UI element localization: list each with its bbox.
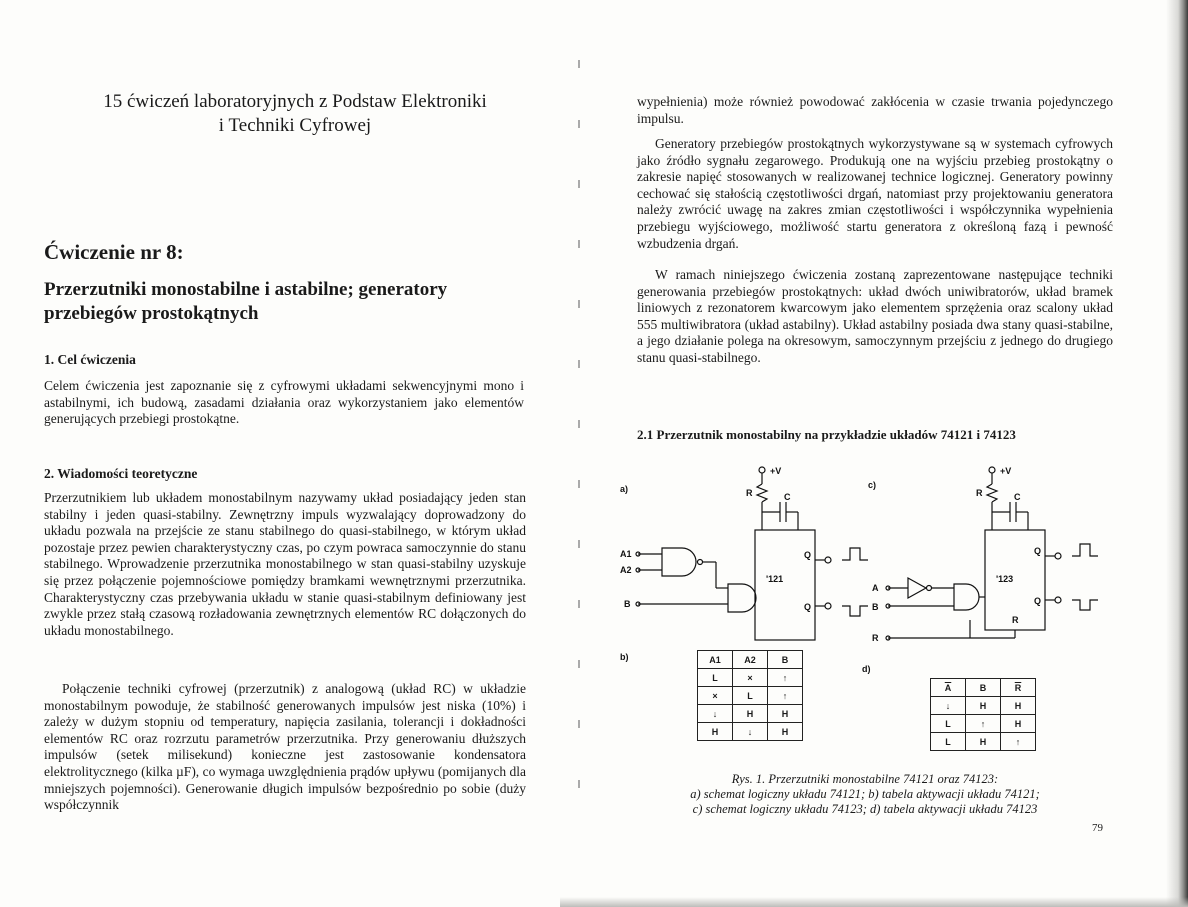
- resistor-label-c: R: [976, 488, 983, 498]
- td-header-rbar: $\overline{R}$: [1001, 679, 1036, 697]
- vcc-label-c: +V: [1000, 466, 1012, 476]
- right-paragraph-1: Generatory przebiegów prostokątnych wykorzystywane są w systemach cyfrowych jako źródło sygnału zegarowego. Produkują one na wyjściu przebieg prostokątny o zakresie napięć stosowanych w realizowanej technice logicznej. Generatory powinny cechować się stałością częstotliwości drgań, natomiast przy projektowaniu generatora należy zwrócić uwagę na zakres zmian częstotliwości i współczynnika wypełnienia przebiegu wyjściowego, możliwość startu generatora z określoną fazą i pewność wzbudzenia drgań.: [637, 136, 1113, 251]
- header-line-2: i Techniki Cyfrowej: [218, 115, 372, 136]
- exercise-number: Ćwiczenie nr 8:: [44, 240, 184, 264]
- tb-cell: H: [768, 723, 803, 741]
- page-number: 79: [1092, 822, 1103, 834]
- tb-cell: H: [698, 723, 733, 741]
- label-b: b): [620, 652, 629, 662]
- section-2-heading: 2. Wiadomości teoretyczne: [44, 466, 198, 481]
- td-cell: ↓: [931, 697, 966, 715]
- page-edge-shadow: [1166, 0, 1188, 907]
- caption-line-1: Rys. 1. Przerzutniki monostabilne 74121 oraz 74123:: [731, 772, 999, 786]
- output-qbar-label-a: Q: [804, 602, 812, 612]
- right-page: [585, 0, 1188, 907]
- output-qbar-label-c: Q: [1034, 596, 1042, 606]
- label-c: c): [868, 480, 877, 490]
- section-2-paragraph-1: Przerzutnikiem lub układem monostabilnym nazywamy układ posiadający jeden stan stabilny i jeden quasi-stabilny. Zewnętrzny impuls wyzwalający doprowadzony do układu pozwala na przejście ze stanu stabilnego do quasi-stabilnego, w którym układ pozostaje przez pewien charakterystyczny czas, po czym powraca samoczynnie do stanu stabilnego. Wprowadzenie przerzutnika monostabilnego w stan quasi-stabilny uzyskuje się przez połączenie pojemnościowe pomiędzy bramkami wewnętrznymi przerzutnika. Charakterystyczny czas przebywania układu w stanie quasi-stabilnym definiowany jest zwykle przez stałą czasową rozładowania zewnętrznych elementów RC dołączonych do układu monostabilnego.: [44, 490, 526, 638]
- exercise-title: Przerzutniki monostabilne i astabilne; generatory przebiegów prostokątnych: [44, 279, 448, 324]
- td-header-abar: $\overline{A}$: [931, 679, 966, 697]
- tb-cell: ↓: [733, 723, 768, 741]
- output-q-label-a: Q: [804, 550, 812, 560]
- tb-header-a1: A1: [698, 651, 733, 669]
- resistor-label-a: R: [746, 488, 753, 498]
- activation-table-74123: [930, 678, 1036, 751]
- right-paragraph-2: W ramach niniejszego ćwiczenia zostaną zaprezentowane następujące techniki generowania przebiegów prostokątnych: układ dwóch uniwibratorów, układ bramek liniowych z rezonatorem kwarcowym jako elementem sprzężenia oraz scalony układ 555 multiwibratora (układ astabilny). Układ astabilny posiada dwa stany quasi-stabilne, a jego działanie polega na okresowym, samoczynnym przejściu z jednego do drugiego stanu quasi-stabilnego.: [637, 267, 1113, 365]
- tb-cell: ↑: [768, 669, 803, 687]
- td-header-b: B: [966, 679, 1001, 697]
- caption-line-3: c) schemat logiczny układu 74123; d) tabela aktywacji układu 74123: [692, 802, 1038, 816]
- tb-cell: ×: [698, 687, 733, 705]
- capacitor-label-a: C: [784, 492, 791, 502]
- section-2-paragraph-2: Połączenie techniki cyfrowej (przerzutnik) z analogową (układ RC) w układzie monostabilnym powoduje, że stabilność generowanych impulsów jest niska (10%) i zależy w dużym stopniu od temperatury, napięcia zasilania, tolerancji i dokładności elementów RC oraz rozrzutu parametrów przerzutnika. Przy generowaniu dłuższych impulsów (setek milisekund) konieczne jest zastosowanie kondensatora elektrolitycznego (kilka µF), co wymaga uwzględnienia prądów upływu (pomijanych dla mniejszych pojemności). Generowanie długich impulsów bezpośrednio po sobie (duży współczynnik: [44, 681, 526, 813]
- output-q-label-c: Q: [1034, 546, 1042, 556]
- input-rbar-label: R: [872, 633, 879, 643]
- section-1-heading: 1. Cel ćwiczenia: [44, 352, 136, 367]
- tb-cell: ↑: [768, 687, 803, 705]
- capacitor-label-c: C: [1014, 492, 1021, 502]
- input-abar-label: A: [872, 583, 879, 593]
- input-a2-label: A2: [620, 565, 632, 575]
- input-b-label: B: [624, 599, 631, 609]
- td-cell: H: [966, 733, 1001, 751]
- tb-cell: H: [733, 705, 768, 723]
- reset-label-ic: R: [1012, 615, 1019, 625]
- tb-header-a2: A2: [733, 651, 768, 669]
- header-line-1: 15 ćwiczeń laboratoryjnych z Podstaw Elektroniki: [103, 91, 487, 112]
- running-header: [60, 90, 530, 138]
- caption-line-2: a) schemat logiczny układu 74121; b) tabela aktywacji układu 74121;: [690, 787, 1040, 801]
- activation-table-74121: [697, 650, 803, 741]
- tb-cell: H: [768, 705, 803, 723]
- td-cell: H: [1001, 715, 1036, 733]
- figure-caption: [635, 772, 1095, 817]
- td-cell: ↑: [1001, 733, 1036, 751]
- td-cell: ↑: [966, 715, 1001, 733]
- input-a1-label: A1: [620, 549, 632, 559]
- bottom-scan-shadow: [560, 897, 1188, 907]
- section-2-1-heading: 2.1 Przerzutnik monostabilny na przykładzie układów 74121 i 74123: [637, 427, 1016, 442]
- tb-cell: L: [733, 687, 768, 705]
- section-1-text: Celem ćwiczenia jest zapoznanie się z cyfrowymi układami sekwencyjnymi mono i astabilnymi, ich budową, zasadami działania oraz wykorzystaniem jako elementów generujących przebiegi prostokątne.: [44, 378, 524, 427]
- label-a: a): [620, 484, 629, 494]
- tb-cell: ×: [733, 669, 768, 687]
- ic-label-123: '123: [996, 574, 1014, 584]
- tb-cell: ↓: [698, 705, 733, 723]
- tb-header-b: B: [768, 651, 803, 669]
- left-page: [0, 0, 585, 907]
- vcc-label-a: +V: [770, 466, 782, 476]
- label-d: d): [862, 664, 871, 674]
- td-cell: L: [931, 715, 966, 733]
- td-cell: H: [966, 697, 1001, 715]
- td-cell: L: [931, 733, 966, 751]
- input-b-label-c: B: [872, 602, 879, 612]
- tb-cell: L: [698, 669, 733, 687]
- ic-label-121: '121: [766, 574, 784, 584]
- book-fold: [578, 60, 580, 820]
- td-cell: H: [1001, 697, 1036, 715]
- right-paragraph-0: wypełnienia) może również powodować zakłócenia w czasie trwania pojedynczego impulsu.: [637, 94, 1113, 126]
